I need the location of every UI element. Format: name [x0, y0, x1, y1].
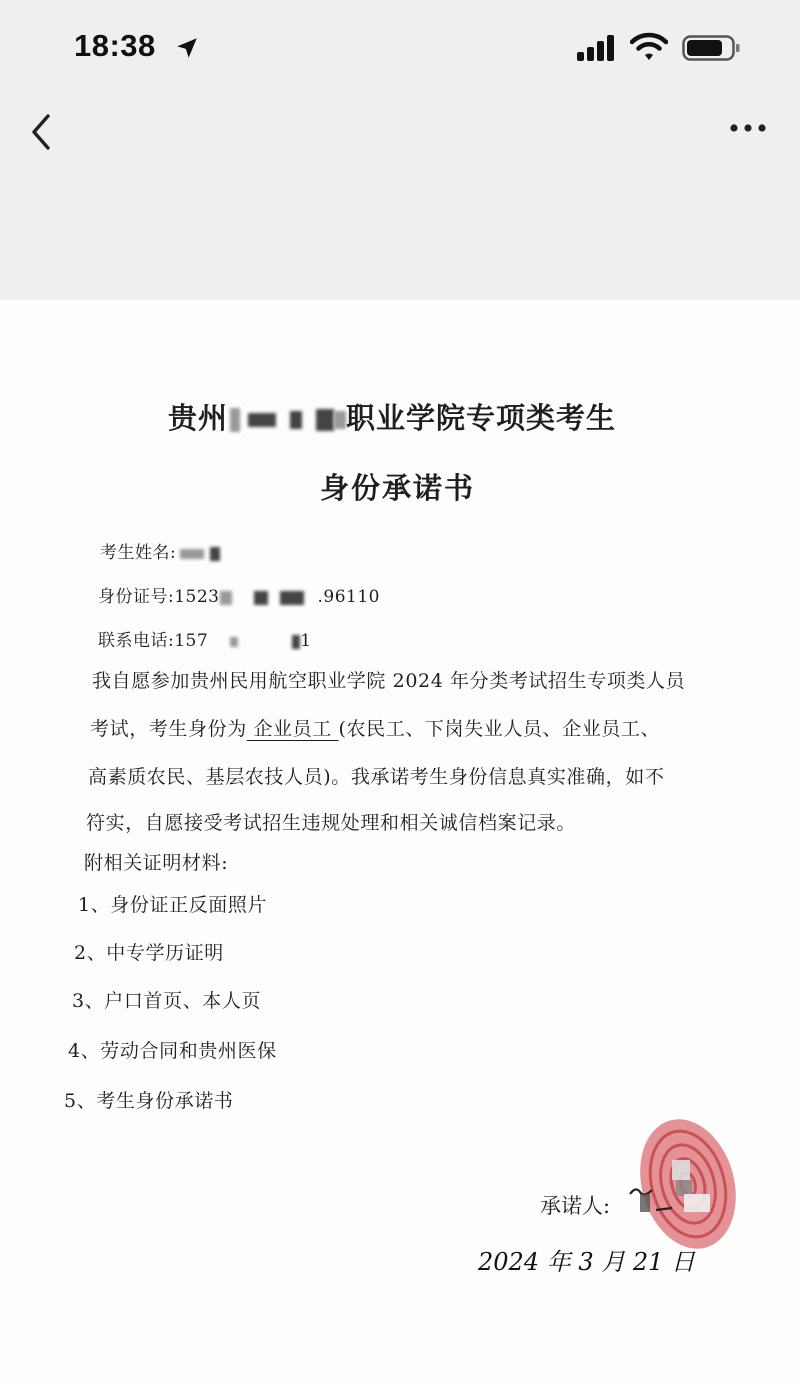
attachment-item: 2、中专学历证明: [74, 942, 224, 964]
attachment-item: 3、户口首页、本人页: [72, 990, 262, 1012]
body-line: [90, 714, 660, 741]
handwritten-date: [476, 1236, 696, 1280]
handwritten-signature: [626, 1180, 674, 1216]
redaction-block: [290, 411, 302, 429]
attachment-item: 4、劳动合同和贵州医保: [68, 1040, 277, 1062]
redaction-block: [248, 413, 276, 427]
redaction-block: [230, 408, 240, 432]
name-label: 考生姓名:: [100, 543, 177, 563]
redaction-block: [254, 591, 268, 605]
status-bar: [0, 0, 800, 96]
redaction-block: [280, 591, 304, 605]
redaction-block: [220, 591, 232, 605]
title-suffix: 职业学院专项类考生: [346, 401, 617, 435]
document-subtitle: 身份承诺书: [320, 471, 476, 505]
phone-label: 联系电话:: [98, 631, 175, 651]
wifi-icon: [630, 32, 668, 62]
id-label: 身份证号:: [98, 587, 175, 607]
name-field: [100, 538, 220, 563]
body-line: 我自愿参加贵州民用航空职业学院 2024 年分类考试招生专项类人员: [92, 670, 686, 692]
redaction-block: [210, 547, 220, 561]
body-text: 考试，考生身份为: [90, 718, 247, 740]
document-title: [168, 396, 616, 437]
more-dots-icon[interactable]: [724, 116, 772, 140]
identity-value: 企业员工: [246, 718, 339, 740]
attachments-heading: 附相关证明材料:: [84, 852, 229, 874]
phone-start: 157: [174, 631, 209, 651]
signer-label: 承诺人:: [540, 1194, 611, 1218]
redaction-block: [180, 549, 204, 559]
id-end: .96110: [317, 587, 380, 607]
navigation-bar: [0, 96, 800, 300]
title-prefix: 贵州: [168, 401, 229, 435]
document-image: [0, 300, 800, 1384]
redaction-block: [334, 411, 346, 429]
back-chevron-icon[interactable]: [22, 110, 62, 154]
redaction-block: [230, 637, 238, 647]
attachment-item: 5、考生身份承诺书: [64, 1090, 234, 1112]
redaction-block: [292, 635, 300, 649]
status-time: 18:38: [74, 28, 156, 63]
body-text: (农民工、下岗失业人员、企业员工、: [338, 718, 661, 740]
location-arrow-icon: [174, 35, 200, 61]
redaction-block: [316, 409, 334, 431]
id-number-field: [98, 582, 380, 607]
attachment-item: 1、身份证正反面照片: [78, 894, 268, 916]
phone-end: 1: [300, 631, 312, 651]
battery-icon: [682, 34, 740, 62]
date-text: 2024 年 3 月 21 日: [478, 1248, 696, 1276]
phone-field: [98, 626, 312, 651]
body-line: 符实，自愿接受考试招生违规处理和相关诚信档案记录。: [86, 812, 577, 834]
body-line: 高素质农民、基层农技人员)。我承诺考生身份信息真实准确，如不: [88, 766, 665, 788]
cellular-signal-icon: [576, 34, 618, 62]
id-start: 1523: [174, 587, 220, 607]
